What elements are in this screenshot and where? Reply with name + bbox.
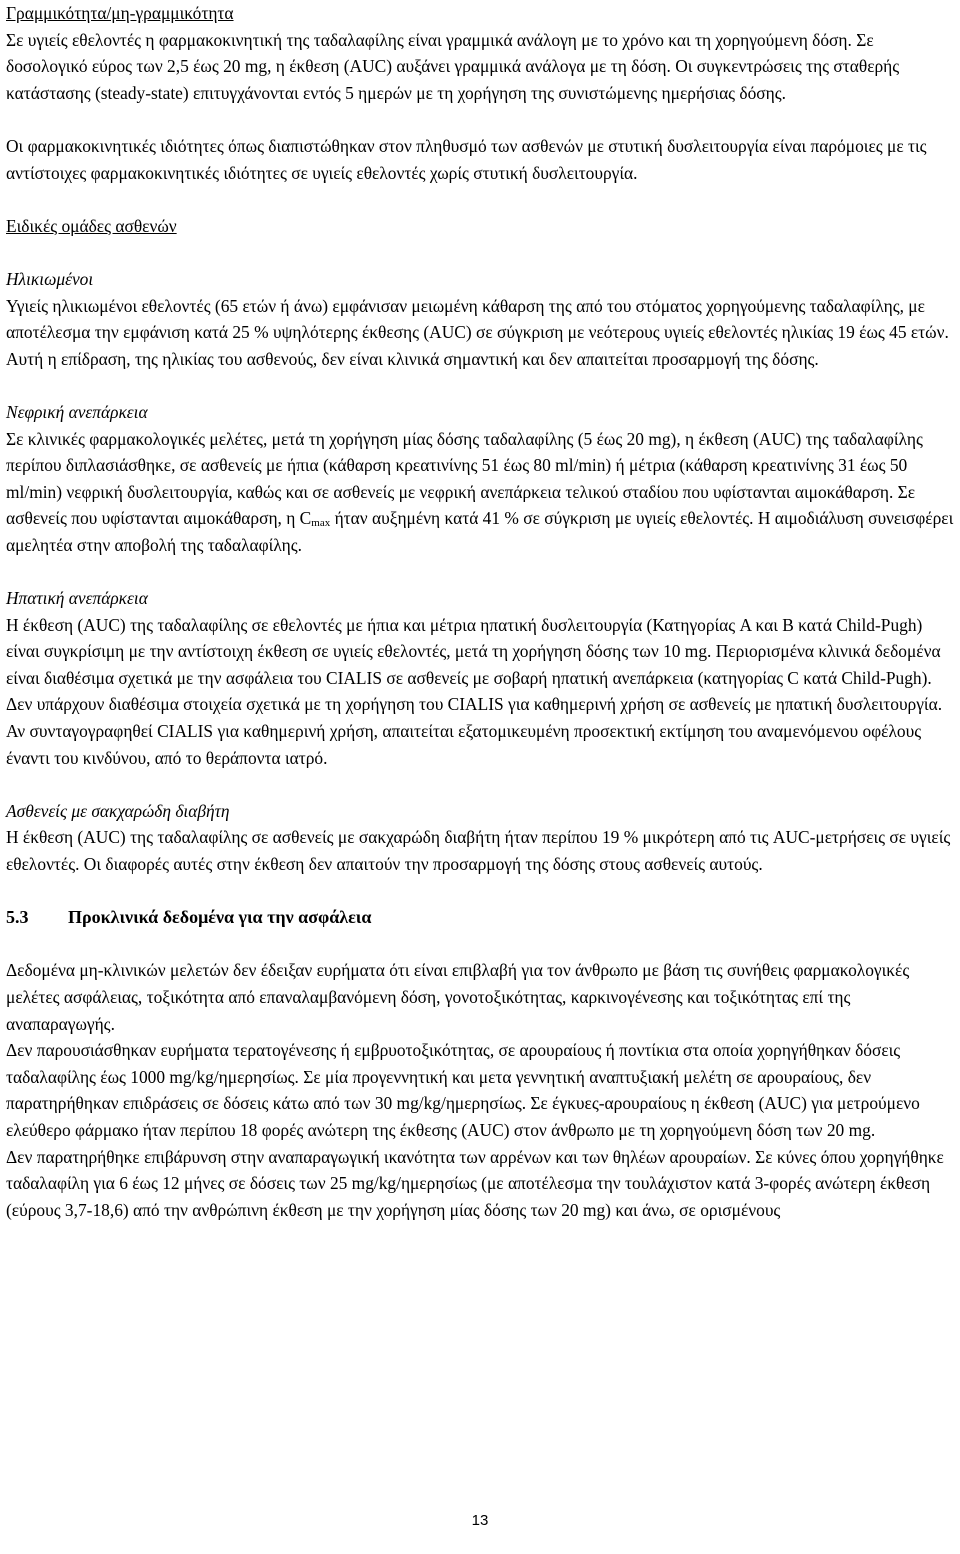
erectile-dysfunction-paragraph: Οι φαρμακοκινητικές ιδιότητες όπως διαπιστώθηκαν στον πληθυσμό των ασθενών με στυτική δυσλειτουργία είναι παρόμοιες με τις αντίστοιχες φαρμακοκινητικές ιδιότητες σε υγιείς εθελοντές χωρίς στυτική δυσλειτουργία. <box>6 135 927 183</box>
hepatic-paragraph: Η έκθεση (AUC) της ταδαλαφίλης σε εθελοντές με ήπια και μέτρια ηπατική δυσλειτουργία (Κατηγορίας A και B κατά Child-Pugh) είναι συγκρίσιμη με την αντίστοιχη έκθεση σε υγιείς εθελοντές, μετά τη χορήγηση δόσης των 10 mg. Περιορισμένα κλινικά δεδομένα είναι διαθέσιμα σχετικά με την ασφάλεια του CIALIS σε ασθενείς με σοβαρή ηπατική ανεπάρκεια (κατηγορίας C κατά Child-Pugh). Δεν υπάρχουν διαθέσιμα στοιχεία σχετικά με τη χορήγηση του CIALIS για καθημερινή χρήση σε ασθενείς με ηπατική δυσλειτουργία. Αν συνταγογραφηθεί CIALIS για καθημερινή χρήση, απαιτείται εξατομικευμένη προσεκτική εκτίμηση του αναμενόμενου οφέλους έναντι του κινδύνου, από το θεράποντα ιατρό. <box>6 614 943 768</box>
diabetes-paragraph: Η έκθεση (AUC) της ταδαλαφίλης σε ασθενείς με σακχαρώδη διαβήτη ήταν περίπου 19 % μικρότερη από τις AUC-μετρήσεις σε υγιείς εθελοντές. Οι διαφορές αυτές στην έκθεση δεν απαιτούν την προσαρμογή της δόσης στους ασθενείς αυτούς. <box>6 827 951 874</box>
section-title: Προκλινικά δεδομένα για την ασφάλεια <box>68 907 372 928</box>
preclinical-paragraph-1: Δεδομένα μη-κλινικών μελετών δεν έδειξαν ευρήματα ότι είναι επιβλαβή για τον άνθρωπο με βάση τις συνήθεις φαρμακολογικές μελέτες ασφάλειας, τοξικότητα από επαναλαμβανόμενη δόση, γονοτοξικότητας, καρκινογένεσης και τοξικότητας επί της αναπαραγωγής. <box>6 960 910 1034</box>
renal-heading: Νεφρική ανεπάρκεια <box>6 401 148 422</box>
linearity-heading: Γραμμικότητα/μη-γραμμικότητα <box>6 3 234 23</box>
section-number: 5.3 <box>6 907 29 928</box>
renal-paragraph <box>6 426 954 559</box>
preclinical-paragraph-2: Δεν παρουσιάσθηκαν ευρήματα τερατογένεσης ή εμβρυοτοξικότητας, σε αρουραίους ή ποντίκια στα οποία χορηγήθηκαν δόσεις ταδαλαφίλης έως 1000 mg/kg/ημερησίως. Σε μία προγεννητική και μετα γεννητική αναπτυξιακή μελέτη σε αρουραίους, δεν παρατηρήθηκαν επιδράσεις σε δόσεις κάτω από των 30 mg/kg/ημερησίως. Σε έγκυες-αρουραίους η έκθεση (AUC) για μετρούμενο ελεύθερο φάρμακο ήταν περίπου 18 φορές ανώτερη της έκθεσης (AUC) στον άνθρωπο με τη χορηγούμενη δόση των 20 mg. <box>6 1040 920 1140</box>
linearity-paragraph: Σε υγιείς εθελοντές η φαρμακοκινητική της ταδαλαφίλης είναι γραμμικά ανάλογη με το χρόνο και τη χορηγούμενη δόση. Σε δοσολογικό εύρος των 2,5 έως 20 mg, η έκθεση (AUC) αυξάνει γραμμικά ανάλογα με τη δόση. Οι συγκεντρώσεις της σταθερής κατάστασης (steady-state) επιτυγχάνονται εντός 5 ημερών με τη χορήγηση της συνιστώμενης ημερήσιας δόσης. <box>6 29 900 103</box>
preclinical-paragraph-3: Δεν παρατηρήθηκε επιβάρυνση στην αναπαραγωγική ικανότητα των αρρένων και των θηλέων αρουραίων. Σε κύνες όπου χορηγήθηκε ταδαλαφίλη για 6 έως 12 μήνες σε δόσεις των 25 mg/kg/ημερησίως (με αποτέλεσμα την τουλάχιστον κατά 3-φορές ανώτερη έκθεση (εύρους 3,7-18,6) από την ανθρώπινη έκθεση με την χορήγηση μίας δόσης των 20 mg) και άνω, σε ορισμένους <box>6 1146 944 1220</box>
cmax-subscript: max <box>311 517 331 530</box>
renal-text-after: ήταν αυξημένη κατά 41 % σε σύγκριση με υγιείς εθελοντές. Η αιμοδιάλυση συνεισφέρει αμελητέα στην αποβολή της ταδαλαφίλης. <box>6 508 954 555</box>
renal-text-before: Σε κλινικές φαρμακολογικές μελέτες, μετά τη χορήγηση μίας δόσης ταδαλαφίλης (5 έως 20 mg), η έκθεση (AUC) της ταδαλαφίλης περίπου διπλασιάσθηκε, σε ασθενείς με ήπια (κάθαρση κρεατινίνης 51 έως 80 ml/min) ή μέτρια (κάθαρση κρεατινίνης 31 έως 50 ml/min) νεφρική δυσλειτουργία, καθώς και σε ασθενείς με νεφρική ανεπάρκεια τελικού σταδίου που υφίστανται αιμοκάθαρση. Σε ασθενείς που υφίστανται αιμοκάθαρση, η C <box>6 428 923 529</box>
diabetes-heading: Ασθενείς με σακχαρώδη διαβήτη <box>6 800 230 821</box>
elderly-paragraph: Υγιείς ηλικιωμένοι εθελοντές (65 ετών ή άνω) εμφάνισαν μειωμένη κάθαρση της από του στόματος χορηγούμενης ταδαλαφίλης, με αποτέλεσμα την εμφάνιση κατά 25 % υψηλότερης έκθεσης (AUC) σε σύγκριση με νεότερους υγιείς εθελοντές ηλικίας 19 έως 45 ετών. Αυτή η επίδραση, της ηλικίας του ασθενούς, δεν είναι κλινικά σημαντική και δεν απαιτείται προσαρμογή της δόσης. <box>6 295 949 369</box>
hepatic-heading: Ηπατική ανεπάρκεια <box>6 588 148 609</box>
elderly-heading: Ηλικιωμένοι <box>6 268 94 289</box>
section-heading <box>6 904 954 931</box>
page-number: 13 <box>471 1512 489 1529</box>
special-groups-heading: Ειδικές ομάδες ασθενών <box>6 215 177 236</box>
document-page <box>6 0 954 1223</box>
